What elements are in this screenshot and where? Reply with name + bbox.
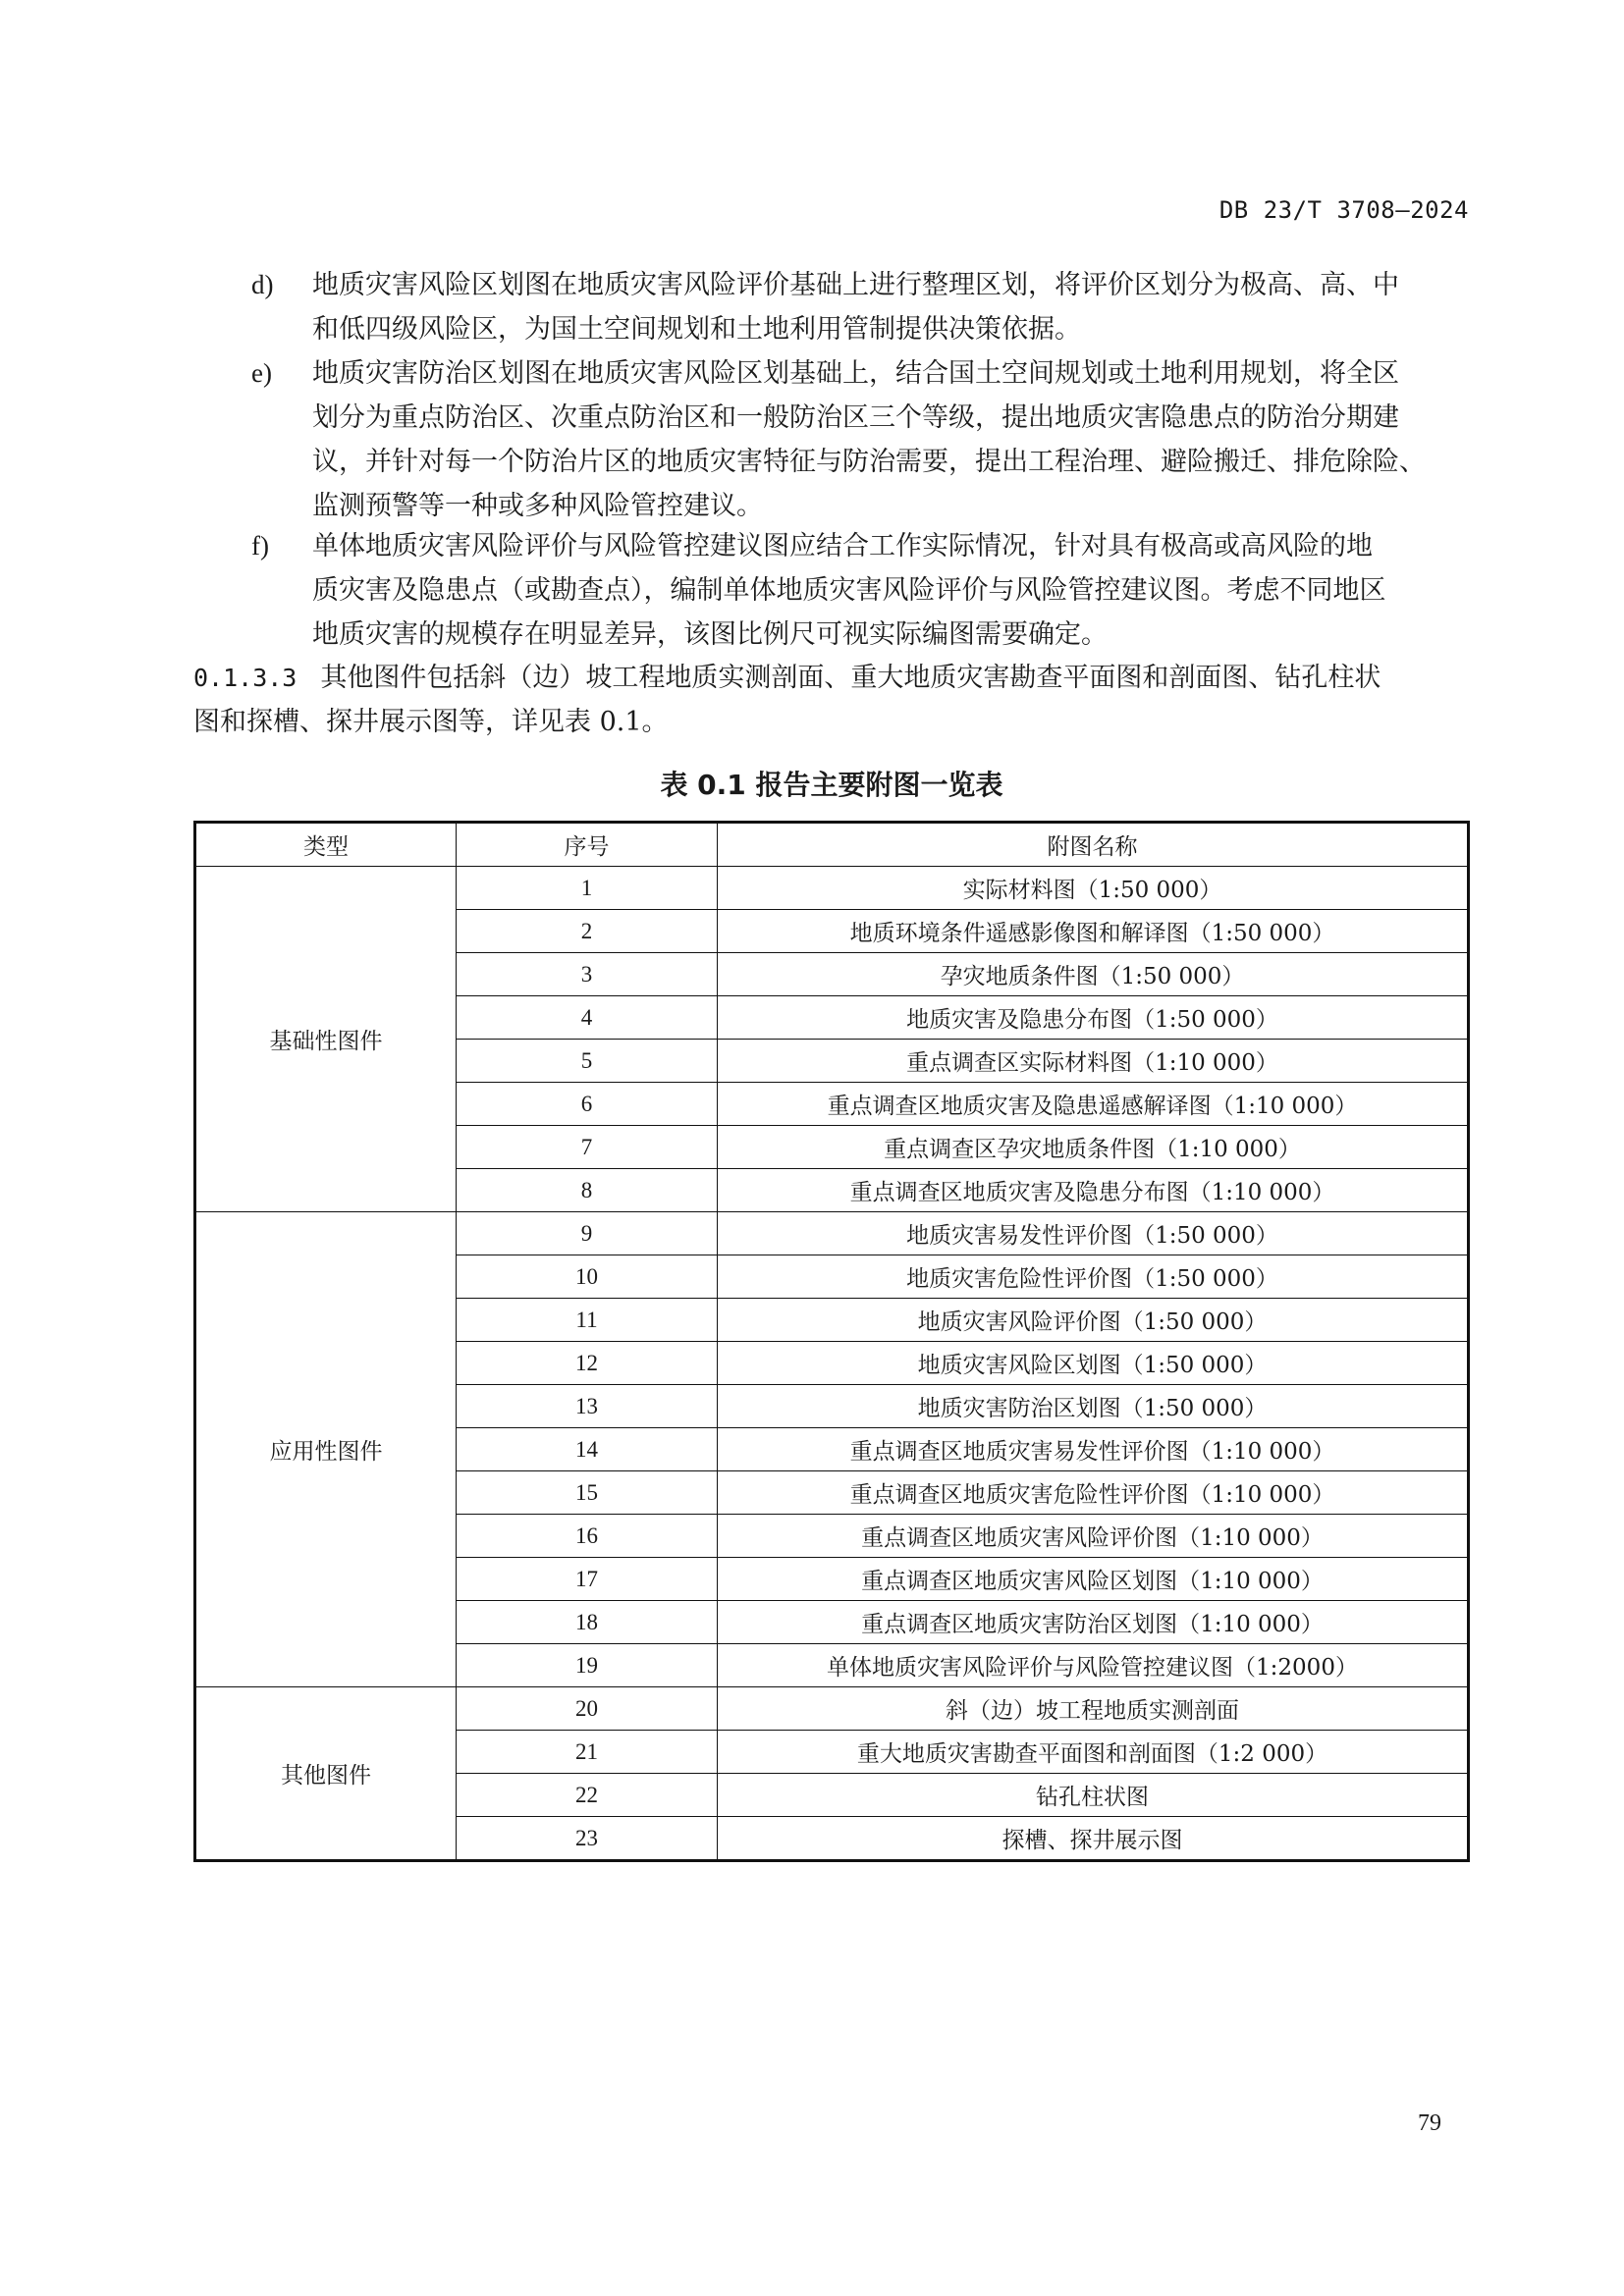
seq-cell: 21 — [457, 1731, 718, 1774]
table-row — [195, 1687, 1469, 1731]
figure-name-cell: 地质灾害风险评价图（1:50 000） — [718, 1299, 1469, 1342]
text-line: 其他图件包括斜（边）坡工程地质实测剖面、重大地质灾害勘查平面图和剖面图、钻孔柱状 — [320, 663, 1381, 693]
text-line: 地质灾害的规模存在明显差异，该图比例尺可视实际编图需要确定。 — [312, 619, 1108, 650]
seq-cell: 3 — [457, 953, 718, 996]
figure-name-cell: 重点调查区地质灾害及隐患遥感解译图（1:10 000） — [718, 1083, 1469, 1126]
figure-name-cell: 重点调查区地质灾害风险区划图（1:10 000） — [718, 1558, 1469, 1601]
category-cell: 其他图件 — [195, 1687, 457, 1861]
seq-cell: 19 — [457, 1644, 718, 1687]
figure-name-cell: 重点调查区地质灾害风险评价图（1:10 000） — [718, 1515, 1469, 1558]
list-item-f — [253, 524, 1469, 657]
standard-code: DB 23/T 3708—2024 — [1218, 196, 1469, 224]
text-line: 图和探槽、探井展示图等，详见表 0.1。 — [193, 707, 669, 737]
seq-cell: 5 — [457, 1040, 718, 1083]
figure-name-cell: 地质灾害防治区划图（1:50 000） — [718, 1385, 1469, 1428]
figure-name-cell: 斜（边）坡工程地质实测剖面 — [718, 1687, 1469, 1731]
figure-name-cell: 地质灾害风险区划图（1:50 000） — [718, 1342, 1469, 1385]
list-item-e — [253, 351, 1469, 528]
list-item-d — [253, 263, 1469, 351]
seq-cell: 2 — [457, 910, 718, 953]
figure-name-cell: 实际材料图（1:50 000） — [718, 867, 1469, 910]
figure-name-cell: 重点调查区地质灾害易发性评价图（1:10 000） — [718, 1428, 1469, 1471]
figure-name-cell: 探槽、探井展示图 — [718, 1817, 1469, 1861]
figure-name-cell: 单体地质灾害风险评价与风险管控建议图（1:2000） — [718, 1644, 1469, 1687]
figure-name-cell: 地质灾害危险性评价图（1:50 000） — [718, 1255, 1469, 1299]
seq-cell: 6 — [457, 1083, 718, 1126]
header-type: 类型 — [195, 823, 457, 867]
seq-cell: 18 — [457, 1601, 718, 1644]
seq-cell: 23 — [457, 1817, 718, 1861]
seq-cell: 10 — [457, 1255, 718, 1299]
header-name: 附图名称 — [718, 823, 1469, 867]
figure-name-cell: 地质灾害易发性评价图（1:50 000） — [718, 1212, 1469, 1255]
list-marker: f) — [251, 531, 269, 561]
category-cell: 应用性图件 — [195, 1212, 457, 1687]
seq-cell: 17 — [457, 1558, 718, 1601]
seq-cell: 9 — [457, 1212, 718, 1255]
seq-cell: 12 — [457, 1342, 718, 1385]
seq-cell: 11 — [457, 1299, 718, 1342]
figure-name-cell: 地质环境条件遥感影像图和解译图（1:50 000） — [718, 910, 1469, 953]
table-row — [195, 1212, 1469, 1255]
seq-cell: 4 — [457, 996, 718, 1040]
seq-cell: 16 — [457, 1515, 718, 1558]
seq-cell: 20 — [457, 1687, 718, 1731]
attachments-table — [193, 821, 1470, 1862]
figure-name-cell: 重大地质灾害勘查平面图和剖面图（1:2 000） — [718, 1731, 1469, 1774]
figure-name-cell: 重点调查区实际材料图（1:10 000） — [718, 1040, 1469, 1083]
page-number: 79 — [1418, 2110, 1441, 2136]
figure-name-cell: 重点调查区地质灾害防治区划图（1:10 000） — [718, 1601, 1469, 1644]
text-line: 监测预警等一种或多种风险管控建议。 — [312, 491, 763, 521]
seq-cell: 14 — [457, 1428, 718, 1471]
figure-name-cell: 重点调查区地质灾害危险性评价图（1:10 000） — [718, 1471, 1469, 1515]
text-line: 议，并针对每一个防治片区的地质灾害特征与防治需要，提出工程治理、避险搬迁、排危除险、 — [312, 447, 1426, 477]
figure-name-cell: 重点调查区孕灾地质条件图（1:10 000） — [718, 1126, 1469, 1169]
text-line: 质灾害及隐患点（或勘查点），编制单体地质灾害风险评价与风险管控建议图。考虑不同地区 — [312, 575, 1386, 606]
text-line: 划分为重点防治区、次重点防治区和一般防治区三个等级，提出地质灾害隐患点的防治分期建 — [312, 402, 1399, 433]
text-line: 地质灾害防治区划图在地质灾害风险区划基础上，结合国土空间规划或土地利用规划，将全区 — [312, 358, 1399, 389]
table-title: 表 0.1 报告主要附图一览表 — [660, 769, 1003, 801]
seq-cell: 8 — [457, 1169, 718, 1212]
seq-cell: 13 — [457, 1385, 718, 1428]
clause-0-1-3-3 — [193, 656, 1470, 744]
figure-name-cell: 重点调查区地质灾害及隐患分布图（1:10 000） — [718, 1169, 1469, 1212]
list-marker: d) — [251, 270, 274, 299]
figure-name-cell: 地质灾害及隐患分布图（1:50 000） — [718, 996, 1469, 1040]
figure-name-cell: 钻孔柱状图 — [718, 1774, 1469, 1817]
seq-cell: 7 — [457, 1126, 718, 1169]
text-line: 地质灾害风险区划图在地质灾害风险评价基础上进行整理区划，将评价区划分为极高、高、中 — [312, 270, 1399, 300]
figure-name-cell: 孕灾地质条件图（1:50 000） — [718, 953, 1469, 996]
table-row — [195, 867, 1469, 910]
seq-cell: 22 — [457, 1774, 718, 1817]
text-line: 单体地质灾害风险评价与风险管控建议图应结合工作实际情况，针对具有极高或高风险的地 — [312, 531, 1373, 561]
header-seq: 序号 — [457, 823, 718, 867]
seq-cell: 1 — [457, 867, 718, 910]
table-header-row — [195, 823, 1469, 867]
seq-cell: 15 — [457, 1471, 718, 1515]
clause-number: 0.1.3.3 — [193, 664, 298, 692]
text-line: 和低四级风险区，为国土空间规划和土地利用管制提供决策依据。 — [312, 314, 1081, 345]
list-marker: e) — [251, 358, 272, 388]
category-cell: 基础性图件 — [195, 867, 457, 1212]
